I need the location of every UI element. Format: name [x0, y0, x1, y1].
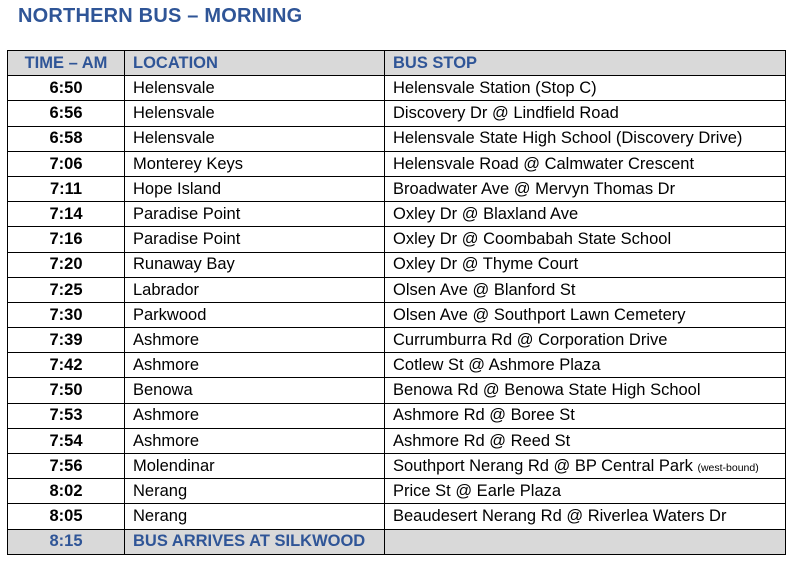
table-row — [8, 176, 786, 201]
bus-stop-name: Oxley Dr @ Coombabah State School — [393, 230, 672, 249]
row-location: Benowa — [125, 378, 385, 403]
row-time: 7:53 — [8, 403, 125, 428]
row-location: Nerang — [125, 504, 385, 529]
bus-stop-name: Cotlew St @ Ashmore Plaza — [393, 356, 601, 375]
row-time: 7:14 — [8, 202, 125, 227]
table-row — [8, 151, 786, 176]
row-bus-stop — [385, 353, 786, 378]
table-row — [8, 252, 786, 277]
bus-stop-name: Benowa Rd @ Benowa State High School — [393, 381, 701, 400]
row-location: Ashmore — [125, 403, 385, 428]
bus-stop-note: (west-bound) — [697, 461, 759, 474]
column-header-time: TIME – AM — [8, 51, 125, 76]
row-time: 6:50 — [8, 76, 125, 101]
row-bus-stop — [385, 378, 786, 403]
table-row — [8, 504, 786, 529]
row-bus-stop — [385, 101, 786, 126]
table-row — [8, 428, 786, 453]
bus-stop-name: Southport Nerang Rd @ BP Central Park — [393, 456, 693, 475]
arrival-label: BUS ARRIVES AT SILKWOOD — [125, 529, 385, 554]
row-time: 7:42 — [8, 353, 125, 378]
row-location: Paradise Point — [125, 227, 385, 252]
table-body — [8, 76, 786, 529]
row-time: 7:39 — [8, 328, 125, 353]
bus-stop-name: Broadwater Ave @ Mervyn Thomas Dr — [393, 179, 676, 198]
row-location: Paradise Point — [125, 202, 385, 227]
bus-stop-name: Helensvale Road @ Calmwater Crescent — [393, 154, 695, 173]
bus-stop-name: Currumburra Rd @ Corporation Drive — [393, 330, 668, 349]
row-bus-stop — [385, 479, 786, 504]
row-bus-stop — [385, 277, 786, 302]
table-row — [8, 403, 786, 428]
row-bus-stop — [385, 403, 786, 428]
row-time: 7:50 — [8, 378, 125, 403]
bus-stop-name: Olsen Ave @ Blanford St — [393, 280, 576, 299]
row-location: Molendinar — [125, 454, 385, 479]
row-time: 7:16 — [8, 227, 125, 252]
bus-stop-name: Oxley Dr @ Thyme Court — [393, 255, 579, 274]
table-footer — [8, 529, 786, 554]
row-bus-stop — [385, 227, 786, 252]
row-location: Helensvale — [125, 126, 385, 151]
table-row — [8, 353, 786, 378]
row-time: 8:05 — [8, 504, 125, 529]
table-row — [8, 202, 786, 227]
bus-stop-name: Helensvale Station (Stop C) — [393, 79, 597, 98]
arrival-stop — [385, 529, 786, 554]
row-location: Runaway Bay — [125, 252, 385, 277]
row-location: Labrador — [125, 277, 385, 302]
page-title: NORTHERN BUS – MORNING — [18, 5, 303, 27]
row-location: Nerang — [125, 479, 385, 504]
row-bus-stop — [385, 151, 786, 176]
row-time: 7:11 — [8, 176, 125, 201]
table-row — [8, 227, 786, 252]
table-row — [8, 302, 786, 327]
row-bus-stop — [385, 328, 786, 353]
row-bus-stop — [385, 302, 786, 327]
bus-stop-name: Discovery Dr @ Lindfield Road — [393, 104, 619, 123]
row-bus-stop — [385, 454, 786, 479]
row-bus-stop — [385, 126, 786, 151]
bus-stop-name: Helensvale State High School (Discovery Drive) — [393, 129, 743, 148]
row-bus-stop — [385, 428, 786, 453]
bus-stop-name: Ashmore Rd @ Boree St — [393, 406, 575, 425]
row-location: Ashmore — [125, 328, 385, 353]
table-row — [8, 277, 786, 302]
row-bus-stop — [385, 504, 786, 529]
row-location: Helensvale — [125, 76, 385, 101]
row-bus-stop — [385, 252, 786, 277]
bus-stop-name: Oxley Dr @ Blaxland Ave — [393, 204, 579, 223]
row-location: Parkwood — [125, 302, 385, 327]
column-header-location: LOCATION — [125, 51, 385, 76]
table-row — [8, 101, 786, 126]
table-row — [8, 454, 786, 479]
row-time: 7:06 — [8, 151, 125, 176]
row-time: 7:54 — [8, 428, 125, 453]
table-row — [8, 378, 786, 403]
row-time: 6:58 — [8, 126, 125, 151]
row-time: 7:30 — [8, 302, 125, 327]
table-row — [8, 76, 786, 101]
bus-stop-name: Olsen Ave @ Southport Lawn Cemetery — [393, 305, 686, 324]
row-time: 7:20 — [8, 252, 125, 277]
row-location: Hope Island — [125, 176, 385, 201]
row-bus-stop — [385, 202, 786, 227]
bus-stop-name: Beaudesert Nerang Rd @ Riverlea Waters Dr — [393, 507, 727, 526]
table-row — [8, 328, 786, 353]
row-location: Monterey Keys — [125, 151, 385, 176]
bus-stop-name: Price St @ Earle Plaza — [393, 482, 562, 501]
row-time: 7:25 — [8, 277, 125, 302]
table-row — [8, 479, 786, 504]
row-time: 7:56 — [8, 454, 125, 479]
row-time: 6:56 — [8, 101, 125, 126]
bus-stop-name: Ashmore Rd @ Reed St — [393, 431, 571, 450]
row-location: Ashmore — [125, 353, 385, 378]
arrival-time: 8:15 — [8, 529, 125, 554]
column-header-bus-stop: BUS STOP — [385, 51, 786, 76]
table-row — [8, 126, 786, 151]
row-location: Helensvale — [125, 101, 385, 126]
table-header — [8, 51, 786, 76]
row-location: Ashmore — [125, 428, 385, 453]
row-bus-stop — [385, 76, 786, 101]
row-time: 8:02 — [8, 479, 125, 504]
row-bus-stop — [385, 176, 786, 201]
bus-timetable — [7, 50, 786, 555]
header-row — [8, 51, 786, 76]
arrival-row — [8, 529, 786, 554]
